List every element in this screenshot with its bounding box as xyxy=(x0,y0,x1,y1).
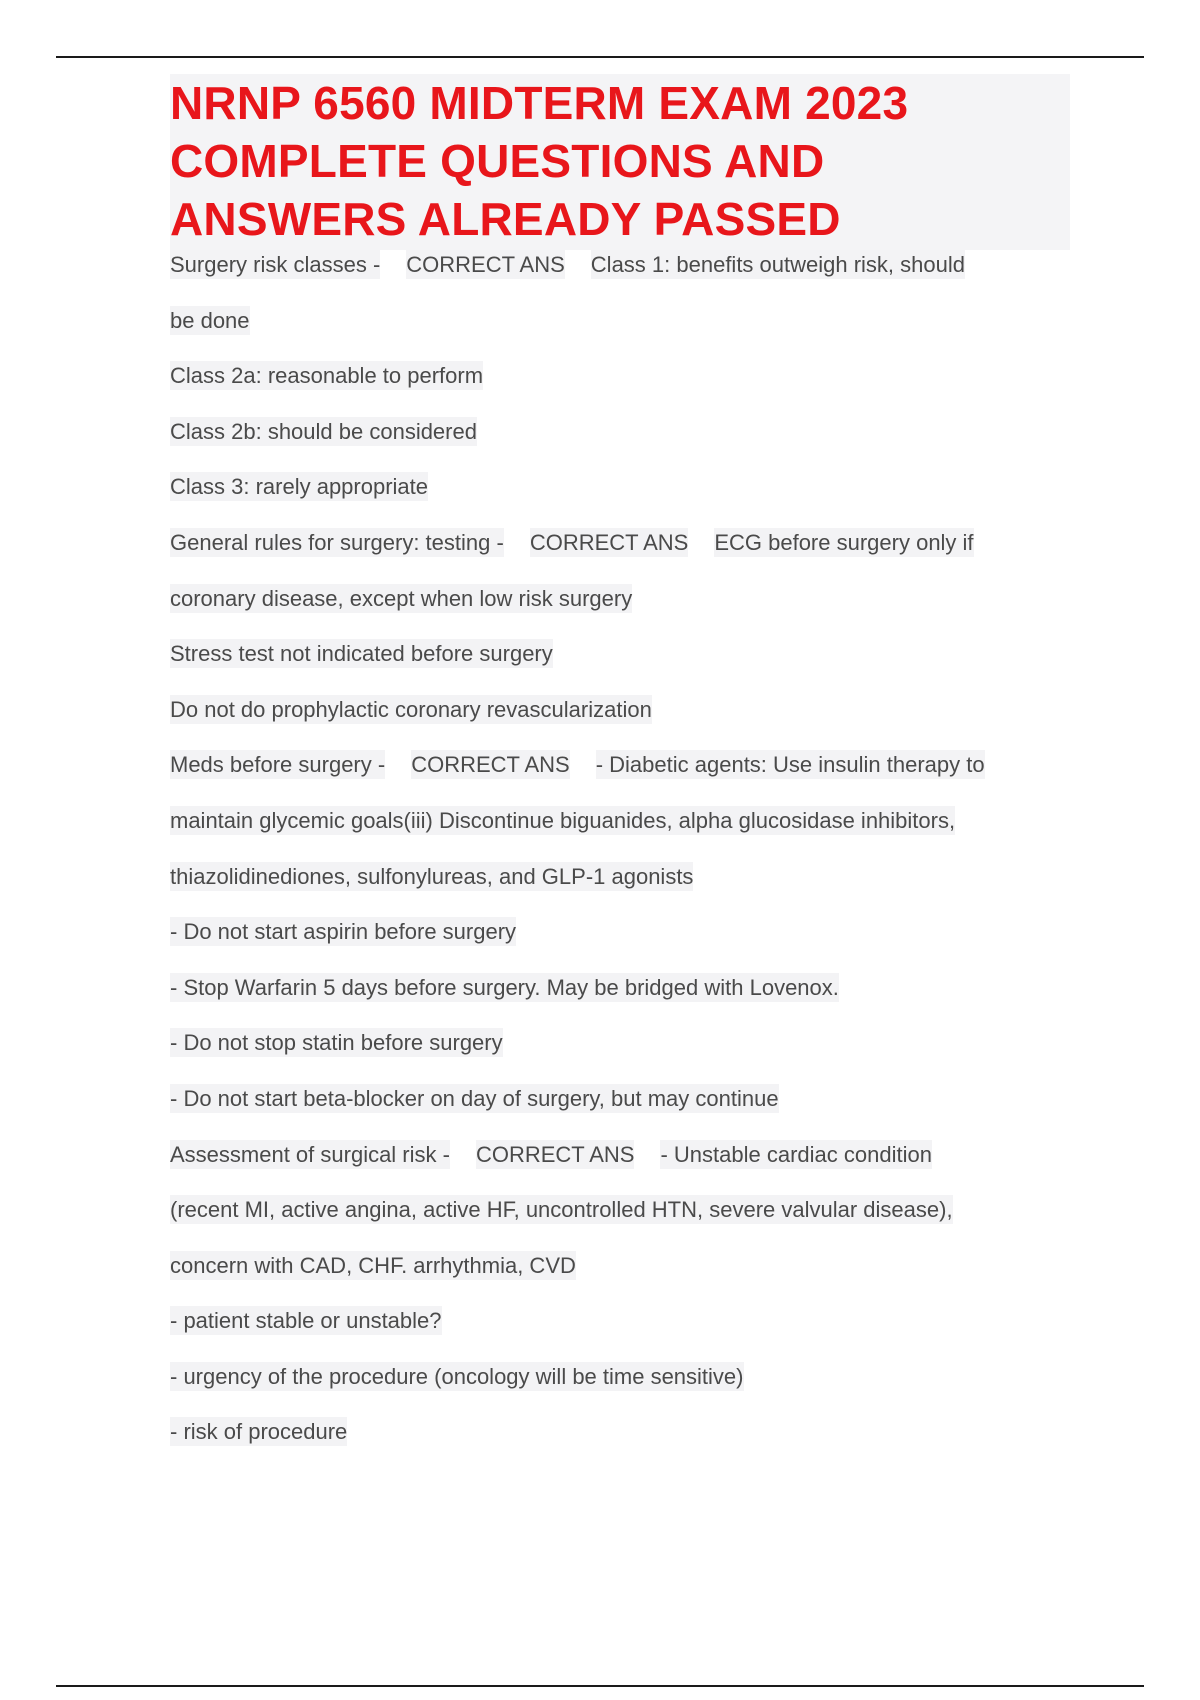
text-segment: - risk of procedure xyxy=(170,1419,348,1445)
text-segment: - Do not stop statin before surgery xyxy=(170,1030,503,1056)
text-segment: Class 3: rarely appropriate xyxy=(170,474,429,500)
text-segment: Meds before surgery - xyxy=(170,752,386,778)
text-segment: maintain glycemic goals(iii) Discontinue biguanides, alpha glucosidase inhibitors, xyxy=(170,807,956,833)
text-segment: CORRECT ANS xyxy=(411,752,570,778)
text-segment: concern with CAD, CHF. arrhythmia, CVD xyxy=(170,1252,576,1278)
text-line xyxy=(170,1140,1070,1196)
text-segment: CORRECT ANS xyxy=(475,1141,635,1167)
text-line xyxy=(170,1084,1070,1140)
text-line xyxy=(170,417,1070,473)
text-segment: Surgery risk classes - xyxy=(170,252,381,277)
qa-text xyxy=(170,250,1070,1473)
text-segment: Do not do prophylactic coronary revascularization xyxy=(170,696,652,722)
text-segment: CORRECT ANS xyxy=(529,529,689,555)
bottom-rule xyxy=(56,1685,1144,1687)
text-line xyxy=(170,1306,1070,1362)
text-segment: Class 1: benefits outweigh risk, should xyxy=(590,252,965,277)
text-segment: ECG before surgery only if xyxy=(714,529,974,555)
text-line xyxy=(170,917,1070,973)
title-line: COMPLETE QUESTIONS AND xyxy=(170,135,825,187)
text-segment: - Do not start beta-blocker on day of surgery, but may continue xyxy=(170,1085,779,1111)
text-line xyxy=(170,639,1070,695)
text-segment: General rules for surgery: testing - xyxy=(170,529,504,555)
text-segment: coronary disease, except when low risk surgery xyxy=(170,585,633,611)
text-line xyxy=(170,862,1070,918)
text-segment: - Do not start aspirin before surgery xyxy=(170,919,517,945)
text-segment: - Stop Warfarin 5 days before surgery. May be bridged with Lovenox. xyxy=(170,974,839,1000)
text-segment: Stress test not indicated before surgery xyxy=(170,641,553,667)
text-line xyxy=(170,250,1070,306)
text-line xyxy=(170,584,1070,640)
top-rule xyxy=(56,56,1144,58)
text-line xyxy=(170,1362,1070,1418)
title-line: NRNP 6560 MIDTERM EXAM 2023 xyxy=(170,77,909,129)
text-segment: Class 2b: should be considered xyxy=(170,418,477,444)
text-segment: - Unstable cardiac condition xyxy=(660,1141,932,1167)
text-segment: (recent MI, active angina, active HF, uncontrolled HTN, severe valvular disease), xyxy=(170,1197,953,1223)
text-line xyxy=(170,306,1070,362)
text-line xyxy=(170,472,1070,528)
text-line xyxy=(170,1417,1070,1473)
text-segment: Class 2a: reasonable to perform xyxy=(170,363,484,389)
text-line xyxy=(170,695,1070,751)
text-line xyxy=(170,1251,1070,1307)
text-line xyxy=(170,806,1070,862)
text-segment: CORRECT ANS xyxy=(406,252,565,277)
text-line xyxy=(170,361,1070,417)
text-segment: Assessment of surgical risk - xyxy=(170,1141,450,1167)
document-body xyxy=(170,74,1070,1473)
text-segment: - urgency of the procedure (oncology will be time sensitive) xyxy=(170,1363,744,1389)
document-title xyxy=(170,74,1070,250)
text-segment: be done xyxy=(170,307,250,333)
text-segment: - Diabetic agents: Use insulin therapy to xyxy=(595,752,985,778)
text-line xyxy=(170,750,1070,806)
text-line xyxy=(170,973,1070,1029)
text-segment: - patient stable or unstable? xyxy=(170,1308,442,1334)
text-line xyxy=(170,1195,1070,1251)
text-segment: thiazolidinediones, sulfonylureas, and GLP-1 agonists xyxy=(170,863,694,889)
title-line: ANSWERS ALREADY PASSED xyxy=(170,193,841,245)
text-line xyxy=(170,1028,1070,1084)
text-line xyxy=(170,528,1070,584)
